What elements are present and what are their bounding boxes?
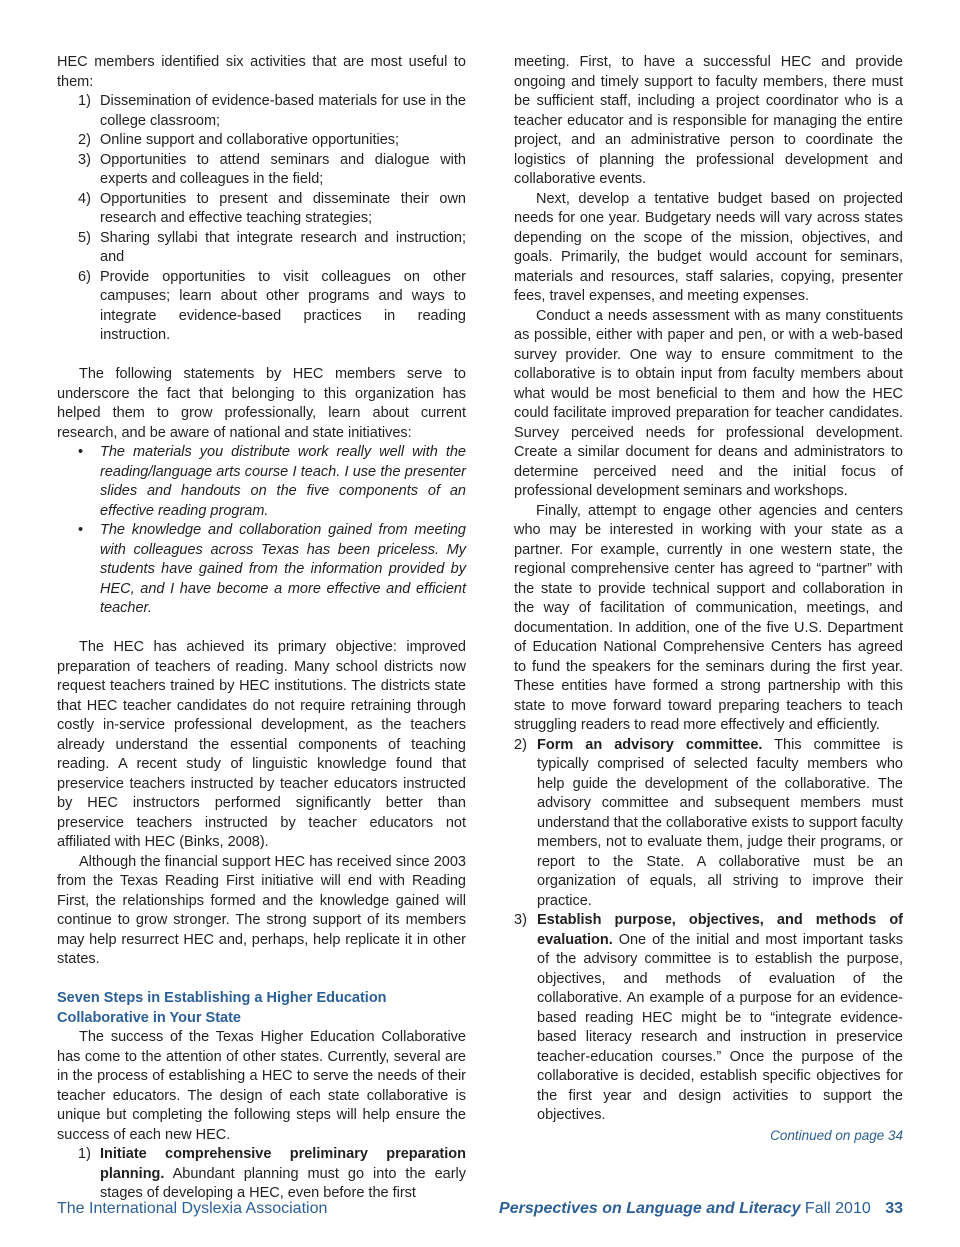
section-heading-line: Collaborative in Your State <box>57 1009 241 1026</box>
list-number: 2) <box>78 132 91 148</box>
list-item <box>57 151 466 190</box>
step-title: Form an advisory committee. <box>537 736 763 753</box>
step-title: Establish purpose, objectives, and methods of evaluation. <box>537 912 903 948</box>
quote-item <box>57 443 466 521</box>
step-text: One of the initial and most important tasks of the advisory committee is to establish the purpose, objectives, and methods of evaluation of the collaborative. An example of a purpose for an evidence-based reading HEC might be to “integrate evidence-based literacy research and instruction in preservice teacher-education courses.” Once the purpose of the collaborative is decided, establish specific objectives for the first year and design activities to support the objectives. <box>537 931 903 1123</box>
step-number: 1) <box>78 1146 91 1162</box>
list-item-text: Sharing syllabi that integrate research and instruction; and <box>100 229 466 265</box>
quote-text: The materials you distribute work really well with the reading/language arts course I teach. I use the presenter slides and handouts on the five components of an effective reading program. <box>100 444 466 519</box>
section-heading <box>57 989 466 1028</box>
step-number: 2) <box>514 736 527 753</box>
quote-item <box>57 521 466 619</box>
list-item-text: Dissemination of evidence-based materials for use in the college classroom; <box>100 93 466 129</box>
step-item <box>57 1145 466 1204</box>
list-item <box>57 190 466 229</box>
footer-journal-info <box>499 1200 903 1218</box>
list-item <box>57 131 466 151</box>
left-column <box>57 53 466 1204</box>
page-footer <box>57 1200 903 1222</box>
list-item-text: Provide opportunities to visit colleagues on other campuses; learn about other programs and ways to integrate evidence-based practices in reading instruction. <box>100 268 466 343</box>
bullet-icon: • <box>78 444 84 460</box>
step-number: 3) <box>514 912 527 928</box>
continued-paragraph: meeting. First, to have a successful HEC and provide ongoing and timely support to faculty members, there must be sufficient staff, including a project coordinator who is a teacher educator and is responsible for managing the entire project, and an administrative person to coordinate the logistics of planning the professional development and collaborative events. <box>514 54 903 187</box>
section-heading-line: Seven Steps in Establishing a Higher Education <box>57 990 387 1006</box>
steps-list-right <box>514 736 903 912</box>
right-column <box>514 53 903 1145</box>
list-number: 1) <box>78 93 91 109</box>
objective-paragraph: The HEC has achieved its primary objective: improved preparation of teachers of reading. Many school districts now request teachers trained by HEC institutions. The districts state that HEC teacher candidates do not require retraining through costly in-service professional development, as the teachers already understand the essential components of teaching reading. A recent study of linguistic knowledge found that preservice teachers instructed by teacher educators instructed by HEC instructors performed significantly better than preservice teachers instructed by teacher educators not affiliated with HEC (Binks, 2008). <box>57 639 466 850</box>
statements-intro: The following statements by HEC members serve to underscore the fact that belonging to this organization has helped them to grow professionally, learn about current research, and be aware of national and state initiatives: <box>57 366 466 441</box>
list-number: 5) <box>78 229 91 246</box>
steps-list-right <box>514 911 903 1126</box>
list-item-text: Opportunities to present and disseminate their own research and effective teaching strategies; <box>100 190 466 226</box>
list-number: 6) <box>78 268 91 285</box>
step-item <box>514 911 903 1126</box>
support-paragraph: Although the financial support HEC has received since 2003 from the Texas Reading First initiative will end with Reading First, the relationships formed and the knowledge gained will continue to grow stronger. The strong support of its members may help resurrect HEC and, perhaps, help replicate it in other states. <box>57 853 466 967</box>
list-item-text: Online support and collaborative opportunities; <box>100 132 400 148</box>
footer-organization: The International Dyslexia Association <box>57 1200 328 1217</box>
list-item-text: Opportunities to attend seminars and dialogue with experts and colleagues in the field; <box>100 151 466 187</box>
continued-link[interactable]: Continued on page 34 <box>770 1127 903 1143</box>
page-number: 33 <box>885 1200 903 1217</box>
list-number: 4) <box>78 190 91 207</box>
steps-list-left <box>57 1145 466 1204</box>
bullet-icon: • <box>78 522 84 538</box>
step-title: Initiate comprehensive preliminary preparation planning. <box>100 1146 466 1182</box>
list-item <box>57 229 466 268</box>
step-item <box>514 736 903 912</box>
quotes-list <box>57 443 466 619</box>
needs-assessment-paragraph: Conduct a needs assessment with as many constituents as possible, either with paper and pen, or with a web-based survey provider. One way to ensure commitment to the collaborative is to obtain input from faculty members about what would be most beneficial to them and how the HEC could facilitate improved preparation for teacher candidates. Survey perceived needs for professional development. Create a similar document for deans and administrators to determine perceived need and the initial focus of professional development seminars and workshops. <box>514 307 903 499</box>
list-item <box>57 268 466 346</box>
list-number: 3) <box>78 151 91 168</box>
footer-issue: Fall 2010 <box>804 1200 871 1217</box>
list-item <box>57 92 466 131</box>
partners-paragraph: Finally, attempt to engage other agencies and centers who may be interested in working with your state as a partner. For example, currently in one western state, the regional comprehensive center has agreed to “partner” with the state to provide technical support and collaboration in the way of facilitation of communication, meetings, and documentation. In addition, one of the five U.S. Department of Education National Comprehensive Centers has agreed to fund the speakers for the seminars during the first year. These entities have formed a strong partnership with this state to move forward toward preparing teachers to teach struggling readers to read more effectively and efficiently. <box>514 502 903 733</box>
activities-intro: HEC members identified six activities that are most useful to them: <box>57 54 466 90</box>
activities-list <box>57 92 466 346</box>
step-text: Abundant planning must go into the early stages of developing a HEC, even before the first <box>100 1165 466 1201</box>
step-text: This committee is typically comprised of selected faculty members who help guide the development of the collaborative. The advisory committee and subsequent members must understand that the collaborative exists to support faculty members, not to evaluate them, judge their programs, or report to the State. A collaborative must be an organization of equals, all striving to improve their practice. <box>537 736 903 909</box>
quote-text: The knowledge and collaboration gained from meeting with colleagues across Texas has been priceless. My students have gained from the information provided by HEC, and I have become a more effective and efficient teacher. <box>100 522 466 616</box>
budget-paragraph: Next, develop a tentative budget based on projected needs for one year. Budgetary needs will vary across states depending on the scope of the mission, objectives, and goals. Primarily, the budget would account for seminars, materials and resources, staff salaries, copying, presenter fees, travel expenses, and meeting expenses. <box>514 190 903 304</box>
footer-journal-title: Perspectives on Language and Literacy <box>499 1200 801 1217</box>
section-paragraph: The success of the Texas Higher Education Collaborative has come to the attention of other states. Currently, several are in the process of establishing a HEC to serve the needs of their teacher educators. The design of each state collaborative is unique but completing the following steps will help ensure the success of each new HEC. <box>57 1029 466 1143</box>
